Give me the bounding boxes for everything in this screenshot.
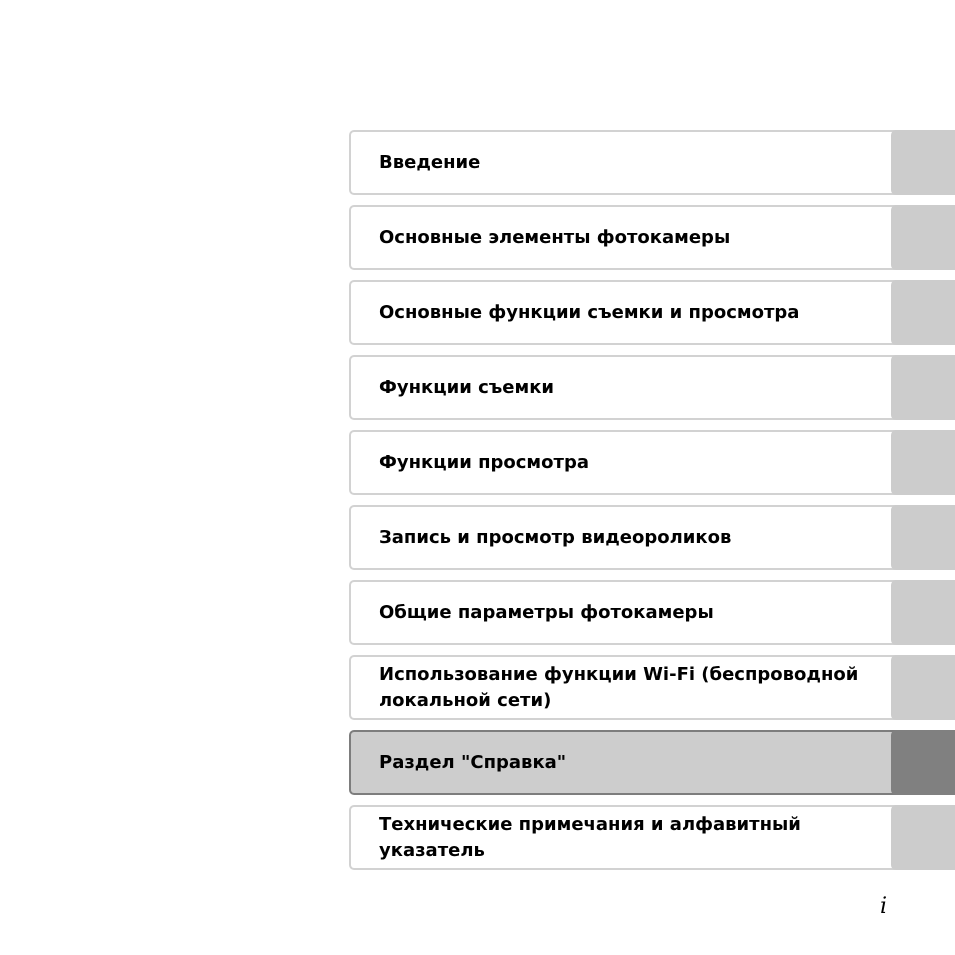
- toc-item-label: Запись и просмотр видеороликов: [379, 526, 732, 548]
- section-tab-active: [891, 730, 955, 795]
- toc-item-basic-shooting-playback[interactable]: [349, 280, 955, 345]
- toc-item-label: Использование функции Wi-Fi (беспроводной локальной сети): [379, 663, 859, 711]
- section-tab: [891, 130, 955, 195]
- toc-item-label: Основные элементы фотокамеры: [379, 226, 731, 248]
- toc-item-label: Функции съемки: [379, 376, 555, 398]
- section-tab: [891, 280, 955, 345]
- toc-item-wifi[interactable]: [349, 655, 955, 720]
- section-tab: [891, 655, 955, 720]
- toc-item-general-settings[interactable]: [349, 580, 955, 645]
- toc-item-movies[interactable]: [349, 505, 955, 570]
- toc-item-camera-parts[interactable]: [349, 205, 955, 270]
- toc-item-label: Раздел "Справка": [379, 751, 567, 773]
- section-tab: [891, 430, 955, 495]
- section-tab: [891, 805, 955, 870]
- toc-item-playback-features[interactable]: [349, 430, 955, 495]
- toc-item-label: Функции просмотра: [379, 451, 589, 473]
- toc-item-label: Основные функции съемки и просмотра: [379, 301, 800, 323]
- toc-item-label: Технические примечания и алфавитный указатель: [379, 813, 801, 861]
- section-tab: [891, 505, 955, 570]
- toc-item-label: Введение: [379, 151, 481, 173]
- toc-item-technical-notes-index[interactable]: [349, 805, 955, 870]
- toc-item-shooting-features[interactable]: [349, 355, 955, 420]
- section-tab: [891, 205, 955, 270]
- page-number: i: [880, 894, 888, 919]
- toc-item-reference[interactable]: [349, 730, 955, 795]
- table-of-contents: [349, 130, 955, 880]
- section-tab: [891, 580, 955, 645]
- toc-item-introduction[interactable]: [349, 130, 955, 195]
- toc-item-label: Общие параметры фотокамеры: [379, 601, 714, 623]
- section-tab: [891, 355, 955, 420]
